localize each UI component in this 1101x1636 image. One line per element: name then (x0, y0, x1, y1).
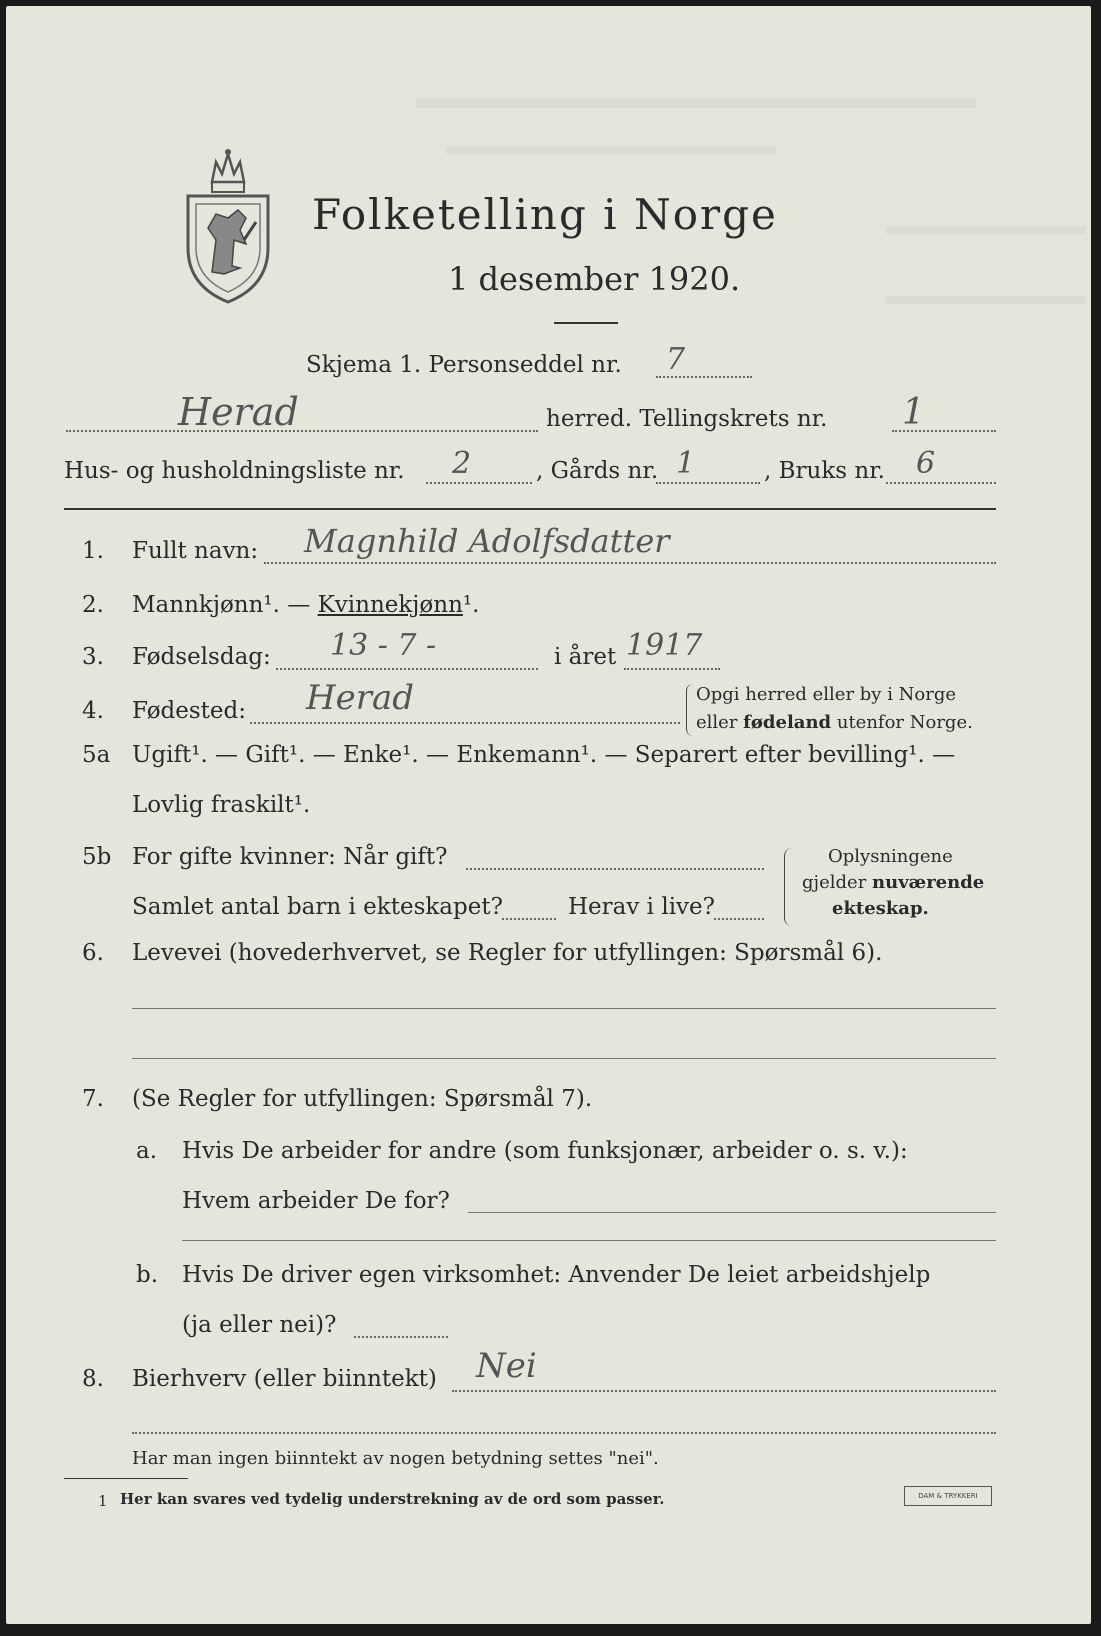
census-date: 1 desember 1920. (448, 260, 741, 298)
secondary-income-value[interactable]: Nei (476, 1346, 537, 1386)
q2-gender-line (132, 592, 479, 618)
q6-answer-line-1[interactable] (132, 1008, 996, 1009)
female-footnote-mark: ¹. (462, 592, 480, 618)
q5b-when-married-label: For gifte kvinner: Når gift? (132, 844, 448, 870)
coat-of-arms-icon (182, 144, 274, 304)
nuvaerende-emphasis: nuværende (872, 872, 985, 893)
bleed-through (886, 296, 1086, 304)
q3-number: 3. (82, 644, 104, 670)
q1-field-line (264, 562, 996, 564)
q7b-text: Hvis De driver egen virksomhet: Anvender De leiet arbeidshjelp (182, 1262, 931, 1288)
personseddel-nr-value[interactable]: 7 (666, 342, 686, 377)
q2-number: 2. (82, 592, 104, 618)
bruks-nr-value[interactable]: 6 (916, 446, 936, 481)
q6-text: Levevei (hovederhvervet, se Regler for utfyllingen: Spørsmål 6). (132, 940, 883, 966)
birth-date-value[interactable]: 13 - 7 - (330, 628, 437, 663)
bleed-through (416, 98, 976, 108)
footnote-rule (64, 1478, 188, 1479)
q5b-note-line-3: ekteskap. (832, 898, 929, 919)
q6-number: 6. (82, 940, 104, 966)
herred-label: herred. Tellingskrets nr. (546, 406, 828, 432)
footnote-number: 1 (98, 1492, 108, 1510)
bleed-through (886, 226, 1086, 234)
herred-value[interactable]: Herad (178, 390, 299, 434)
gards-label: , Gårds nr. (536, 458, 659, 484)
bruks-field-line (886, 482, 996, 484)
q3-date-line (276, 668, 538, 670)
q5a-options[interactable]: Ugift¹. — Gift¹. — Enke¹. — Enkemann¹. — Separert efter bevilling¹. — (132, 742, 956, 768)
husholdningsliste-field-line (426, 482, 532, 484)
birth-year-value[interactable]: 1917 (626, 628, 703, 663)
q4-number: 4. (82, 698, 104, 724)
q7b-question: (ja eller nei)? (182, 1312, 337, 1338)
husholdningsliste-nr-value[interactable]: 2 (452, 446, 472, 481)
gards-field-line (656, 482, 760, 484)
q3-year-line (624, 668, 720, 670)
q4-field-line (250, 722, 680, 724)
q6-answer-line-2[interactable] (132, 1058, 996, 1059)
q5b-number: 5b (82, 844, 112, 870)
q7-text: (Se Regler for utfyllingen: Spørsmål 7). (132, 1086, 593, 1112)
q8-field-line (452, 1390, 996, 1392)
q8-number: 8. (82, 1366, 104, 1392)
q4-note-bracket (686, 684, 693, 736)
q8-answer-line-2[interactable] (132, 1432, 996, 1434)
male-option[interactable]: Mannkjønn¹. — (132, 592, 311, 618)
form-title: Folketelling i Norge (312, 190, 778, 239)
q5b-alive-label: Herav i live? (568, 894, 715, 920)
herred-field-line (66, 430, 538, 432)
header-separator (64, 508, 996, 510)
q5b-when-married-line (466, 868, 764, 870)
gards-nr-value[interactable]: 1 (676, 446, 696, 481)
q4-note-line-2: eller fødeland utenfor Norge. (696, 712, 973, 733)
q5b-note-line-2: gjelder nuværende (802, 872, 985, 893)
q5a-options-cont[interactable]: Lovlig fraskilt¹. (132, 792, 311, 818)
q4-note-line-1: Opgi herred eller by i Norge (696, 684, 957, 705)
q1-label: Fullt navn: (132, 538, 259, 564)
q5a-number: 5a (82, 742, 111, 768)
printer-stamp: DAM & TRYKKERI (904, 1486, 992, 1506)
q8-label: Bierhverv (eller biinntekt) (132, 1366, 437, 1392)
bruks-label: , Bruks nr. (764, 458, 885, 484)
bleed-through (446, 146, 776, 154)
q7a-label: a. (136, 1138, 158, 1164)
nei-instruction: Har man ingen biinntekt av nogen betydning settes "nei". (132, 1448, 659, 1469)
q7a-text: Hvis De arbeider for andre (som funksjonær, arbeider o. s. v.): (182, 1138, 908, 1164)
footnote-text: Her kan svares ved tydelig understrekning av de ord som passer. (120, 1490, 665, 1508)
q7b-label: b. (136, 1262, 159, 1288)
title-divider (554, 322, 618, 324)
schema-label: Skjema 1. Personseddel nr. (306, 352, 622, 378)
female-option-underlined[interactable]: Kvinnekjønn (317, 592, 463, 618)
tellingskrets-nr-value[interactable]: 1 (902, 392, 925, 433)
q5b-children-line (502, 918, 556, 920)
q5b-children-label: Samlet antal barn i ekteskapet? (132, 894, 503, 920)
q7b-answer-line[interactable] (354, 1336, 448, 1338)
q7a-answer-line-2[interactable] (182, 1240, 996, 1241)
foedeland-emphasis: fødeland (743, 712, 832, 733)
husholdningsliste-label: Hus- og husholdningsliste nr. (64, 458, 405, 484)
q5b-alive-line (714, 918, 764, 920)
birthplace-value[interactable]: Herad (306, 678, 415, 718)
q7a-question: Hvem arbeider De for? (182, 1188, 450, 1214)
q3-label: Fødselsdag: (132, 644, 271, 670)
q7a-answer-line[interactable] (468, 1212, 996, 1213)
q1-number: 1. (82, 538, 104, 564)
q5b-note-line-1: Oplysningene (828, 846, 953, 867)
q3-year-label: i året (554, 644, 617, 670)
census-form-page (6, 6, 1091, 1624)
q7-number: 7. (82, 1086, 104, 1112)
q5b-note-bracket (784, 848, 793, 926)
q4-label: Fødested: (132, 698, 247, 724)
full-name-value[interactable]: Magnhild Adolfsdatter (304, 522, 670, 560)
